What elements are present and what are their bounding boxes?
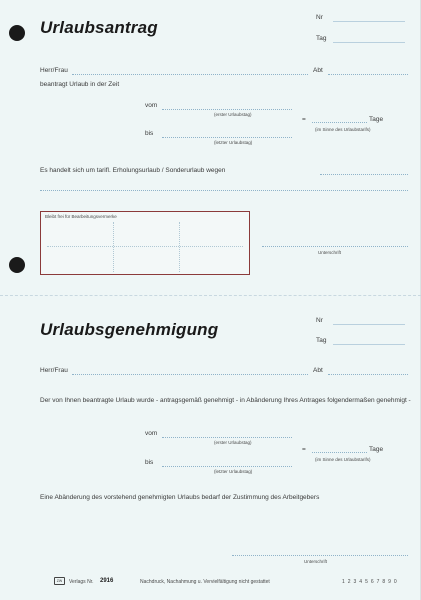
publisher-logo-icon: ZW bbox=[54, 577, 65, 585]
genehmigung-vom-field[interactable] bbox=[162, 437, 292, 438]
genehmigung-abt-label: Abt bbox=[313, 367, 323, 374]
antrag-nr-label: Nr bbox=[316, 14, 323, 21]
genehmigung-tage-label: Tage bbox=[369, 446, 384, 453]
antrag-abt-field[interactable] bbox=[328, 74, 408, 75]
antrag-beantragt-label: beantragt Urlaub in der Zeit bbox=[40, 81, 120, 88]
genehmigung-paragraph: Der von Ihnen beantragte Urlaub wurde - antragsgemäß genehmigt - in Abänderung Ihres Antrages folgendermaßen genehmigt - bbox=[40, 397, 411, 404]
antrag-abt-label: Abt bbox=[313, 67, 323, 74]
antrag-vom-label: vom bbox=[145, 102, 158, 109]
perforation-line bbox=[0, 295, 421, 296]
antrag-vom-field[interactable] bbox=[162, 109, 292, 110]
genehmigung-bis-field[interactable] bbox=[162, 466, 292, 467]
punch-hole-bottom-icon bbox=[9, 257, 25, 273]
antrag-unterschrift-line[interactable] bbox=[262, 246, 408, 247]
footer-numbers: 1 2 3 4 5 6 7 8 9 0 bbox=[342, 579, 398, 585]
genehmigung-nr-label: Nr bbox=[316, 317, 323, 324]
antrag-erster-urlaubstag: (erster Urlaubstag) bbox=[214, 112, 252, 117]
antrag-tage-field[interactable] bbox=[312, 122, 367, 123]
antrag-name-field[interactable] bbox=[72, 74, 308, 75]
verlag-number: 2916 bbox=[100, 578, 114, 584]
genehmigung-tag-field[interactable] bbox=[333, 344, 405, 345]
genehmigung-unterschrift-line[interactable] bbox=[232, 555, 408, 556]
antrag-nr-field[interactable] bbox=[333, 21, 405, 22]
antrag-equals: = bbox=[302, 116, 306, 123]
antrag-tag-label: Tag bbox=[316, 35, 327, 42]
genehmigung-herr-frau-label: Herr/Frau bbox=[40, 367, 68, 374]
antrag-title: Urlaubsantrag bbox=[40, 18, 158, 37]
genehmigung-nr-field[interactable] bbox=[333, 324, 405, 325]
antrag-herr-frau-label: Herr/Frau bbox=[40, 67, 68, 74]
antrag-tag-field[interactable] bbox=[333, 42, 405, 43]
antrag-handelt-label: Es handelt sich um tarifl. Erholungsurlaub / Sonderurlaub wegen bbox=[40, 167, 226, 174]
genehmigung-tage-field[interactable] bbox=[312, 452, 367, 453]
verlag-label: Verlags Nr. bbox=[69, 579, 94, 585]
genehmigung-letzter-urlaubstag: (letzter Urlaubstag) bbox=[214, 469, 253, 474]
genehmigung-bis-label: bis bbox=[145, 459, 154, 466]
antrag-bis-field[interactable] bbox=[162, 137, 292, 138]
box-guide-vertical-1 bbox=[113, 222, 114, 272]
genehmigung-tage-note: (im Sinne des Urlaubstarifs) bbox=[315, 457, 371, 462]
genehmigung-abt-field[interactable] bbox=[328, 374, 408, 375]
antrag-tage-note: (im Sinne des Urlaubstarifs) bbox=[315, 127, 371, 132]
genehmigung-tag-label: Tag bbox=[316, 337, 327, 344]
genehmigung-erster-urlaubstag: (erster Urlaubstag) bbox=[214, 440, 252, 445]
genehmigung-title: Urlaubsgenehmigung bbox=[40, 320, 219, 339]
box-guide-horizontal bbox=[47, 246, 243, 247]
antrag-grund-field[interactable] bbox=[320, 174, 408, 175]
antrag-grund-field-2[interactable] bbox=[40, 190, 408, 191]
genehmigung-name-field[interactable] bbox=[72, 374, 308, 375]
genehmigung-abaenderung-text: Eine Abänderung des vorstehend genehmigten Urlaubs bedarf der Zustimmung des Arbeitgebers bbox=[40, 494, 320, 501]
box-guide-vertical-2 bbox=[179, 222, 180, 272]
antrag-bis-label: bis bbox=[145, 130, 154, 137]
box-label: Bleibt frei für Bearbeitungsvermerke bbox=[45, 214, 117, 219]
nachdruck-notice: Nachdruck, Nachahmung u. Vervielfältigung nicht gestattet bbox=[140, 579, 270, 585]
bearbeitungsvermerke-box[interactable] bbox=[40, 211, 250, 275]
antrag-letzter-urlaubstag: (letzter Urlaubstag) bbox=[214, 140, 253, 145]
genehmigung-vom-label: vom bbox=[145, 430, 158, 437]
punch-hole-top-icon bbox=[9, 25, 25, 41]
genehmigung-equals: = bbox=[302, 446, 306, 453]
genehmigung-unterschrift-label: Unterschrift bbox=[304, 559, 328, 564]
antrag-unterschrift-label: Unterschrift bbox=[318, 250, 342, 255]
antrag-tage-label: Tage bbox=[369, 116, 384, 123]
